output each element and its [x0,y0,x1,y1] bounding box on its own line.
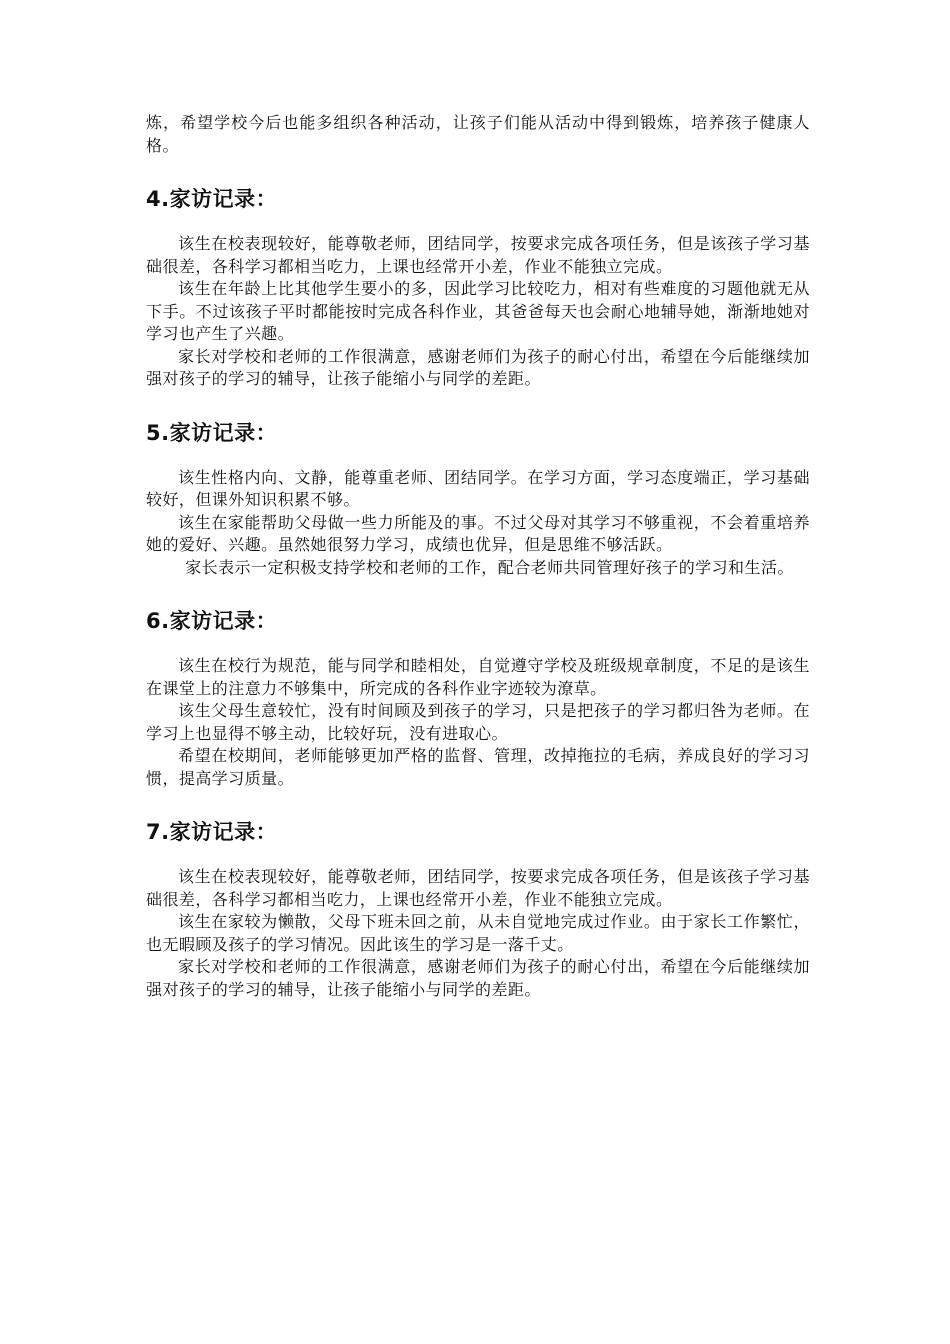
section-heading: 7.家访记录： [146,820,278,844]
paragraph: 希望在校期间，老师能够更加严格的监督、管理，改掉拖拉的毛病，养成良好的学习习惯，提高学习质量。 [146,746,810,788]
section-visit-4 [146,185,810,391]
paragraph: 该生在年龄上比其他学生要小的多，因此学习比较吃力，相对有些难度的习题他就无从下手。不过该孩子平时都能按时完成各科作业，其爸爸每天也会耐心地辅导她，渐渐地她对学习也产生了兴趣。 [146,279,810,343]
paragraph: 家长表示一定积极支持学校和老师的工作，配合老师共同管理好孩子的学习和生活。 [185,557,794,577]
paragraph: 该生在校行为规范，能与同学和睦相处，自觉遵守学校及班级规章制度，不足的是该生在课堂上的注意力不够集中，所完成的各科作业字迹较为潦草。 [146,656,810,698]
paragraph: 该生在校表现较好，能尊敬老师，团结同学，按要求完成各项任务，但是该孩子学习基础很差，各科学习都相当吃力，上课也经常开小差，作业不能独立完成。 [146,234,810,276]
section-visit-6 [146,607,810,790]
section-heading: 5.家访记录： [146,420,278,445]
section-heading: 4.家访记录： [146,187,278,211]
paragraph: 家长对学校和老师的工作很满意，感谢老师们为孩子的耐心付出，希望在今后能继续加强对孩子的学习的辅导，让孩子能缩小与同学的差距。 [146,957,810,999]
paragraph: 该生性格内向、文静，能尊重老师、团结同学。在学习方面，学习态度端正，学习基础较好，但课外知识积累不够。 [146,467,810,509]
paragraph: 该生在家较为懒散，父母下班未回之前，从未自觉地完成过作业。由于家长工作繁忙，也无暇顾及孩子的学习情况。因此该生的学习是一落千丈。 [146,912,810,954]
intro-paragraph: 炼，希望学校今后也能多组织各种活动，让孩子们能从活动中得到锻炼，培养孩子健康人格。 [146,113,810,155]
paragraph: 家长对学校和老师的工作很满意，感谢老师们为孩子的耐心付出，希望在今后能继续加强对孩子的学习的辅导，让孩子能缩小与同学的差距。 [146,346,810,388]
section-heading: 6.家访记录： [146,609,278,633]
document-page [146,112,810,1001]
paragraph: 该生父母生意较忙，没有时间顾及到孩子的学习，只是把孩子的学习都归咎为老师。在学习上也显得不够主动，比较好玩，没有进取心。 [146,701,810,743]
paragraph: 该生在家能帮助父母做一些力所能及的事。不过父母对其学习不够重视，不会着重培养她的爱好、兴趣。虽然她很努力学习，成绩也优异，但是思维不够活跃。 [146,512,810,554]
paragraph: 该生在校表现较好，能尊敬老师，团结同学，按要求完成各项任务，但是该孩子学习基础很差，各科学习都相当吃力，上课也经常开小差，作业不能独立完成。 [146,867,810,909]
section-visit-5 [146,419,810,580]
section-visit-7 [146,818,810,1001]
